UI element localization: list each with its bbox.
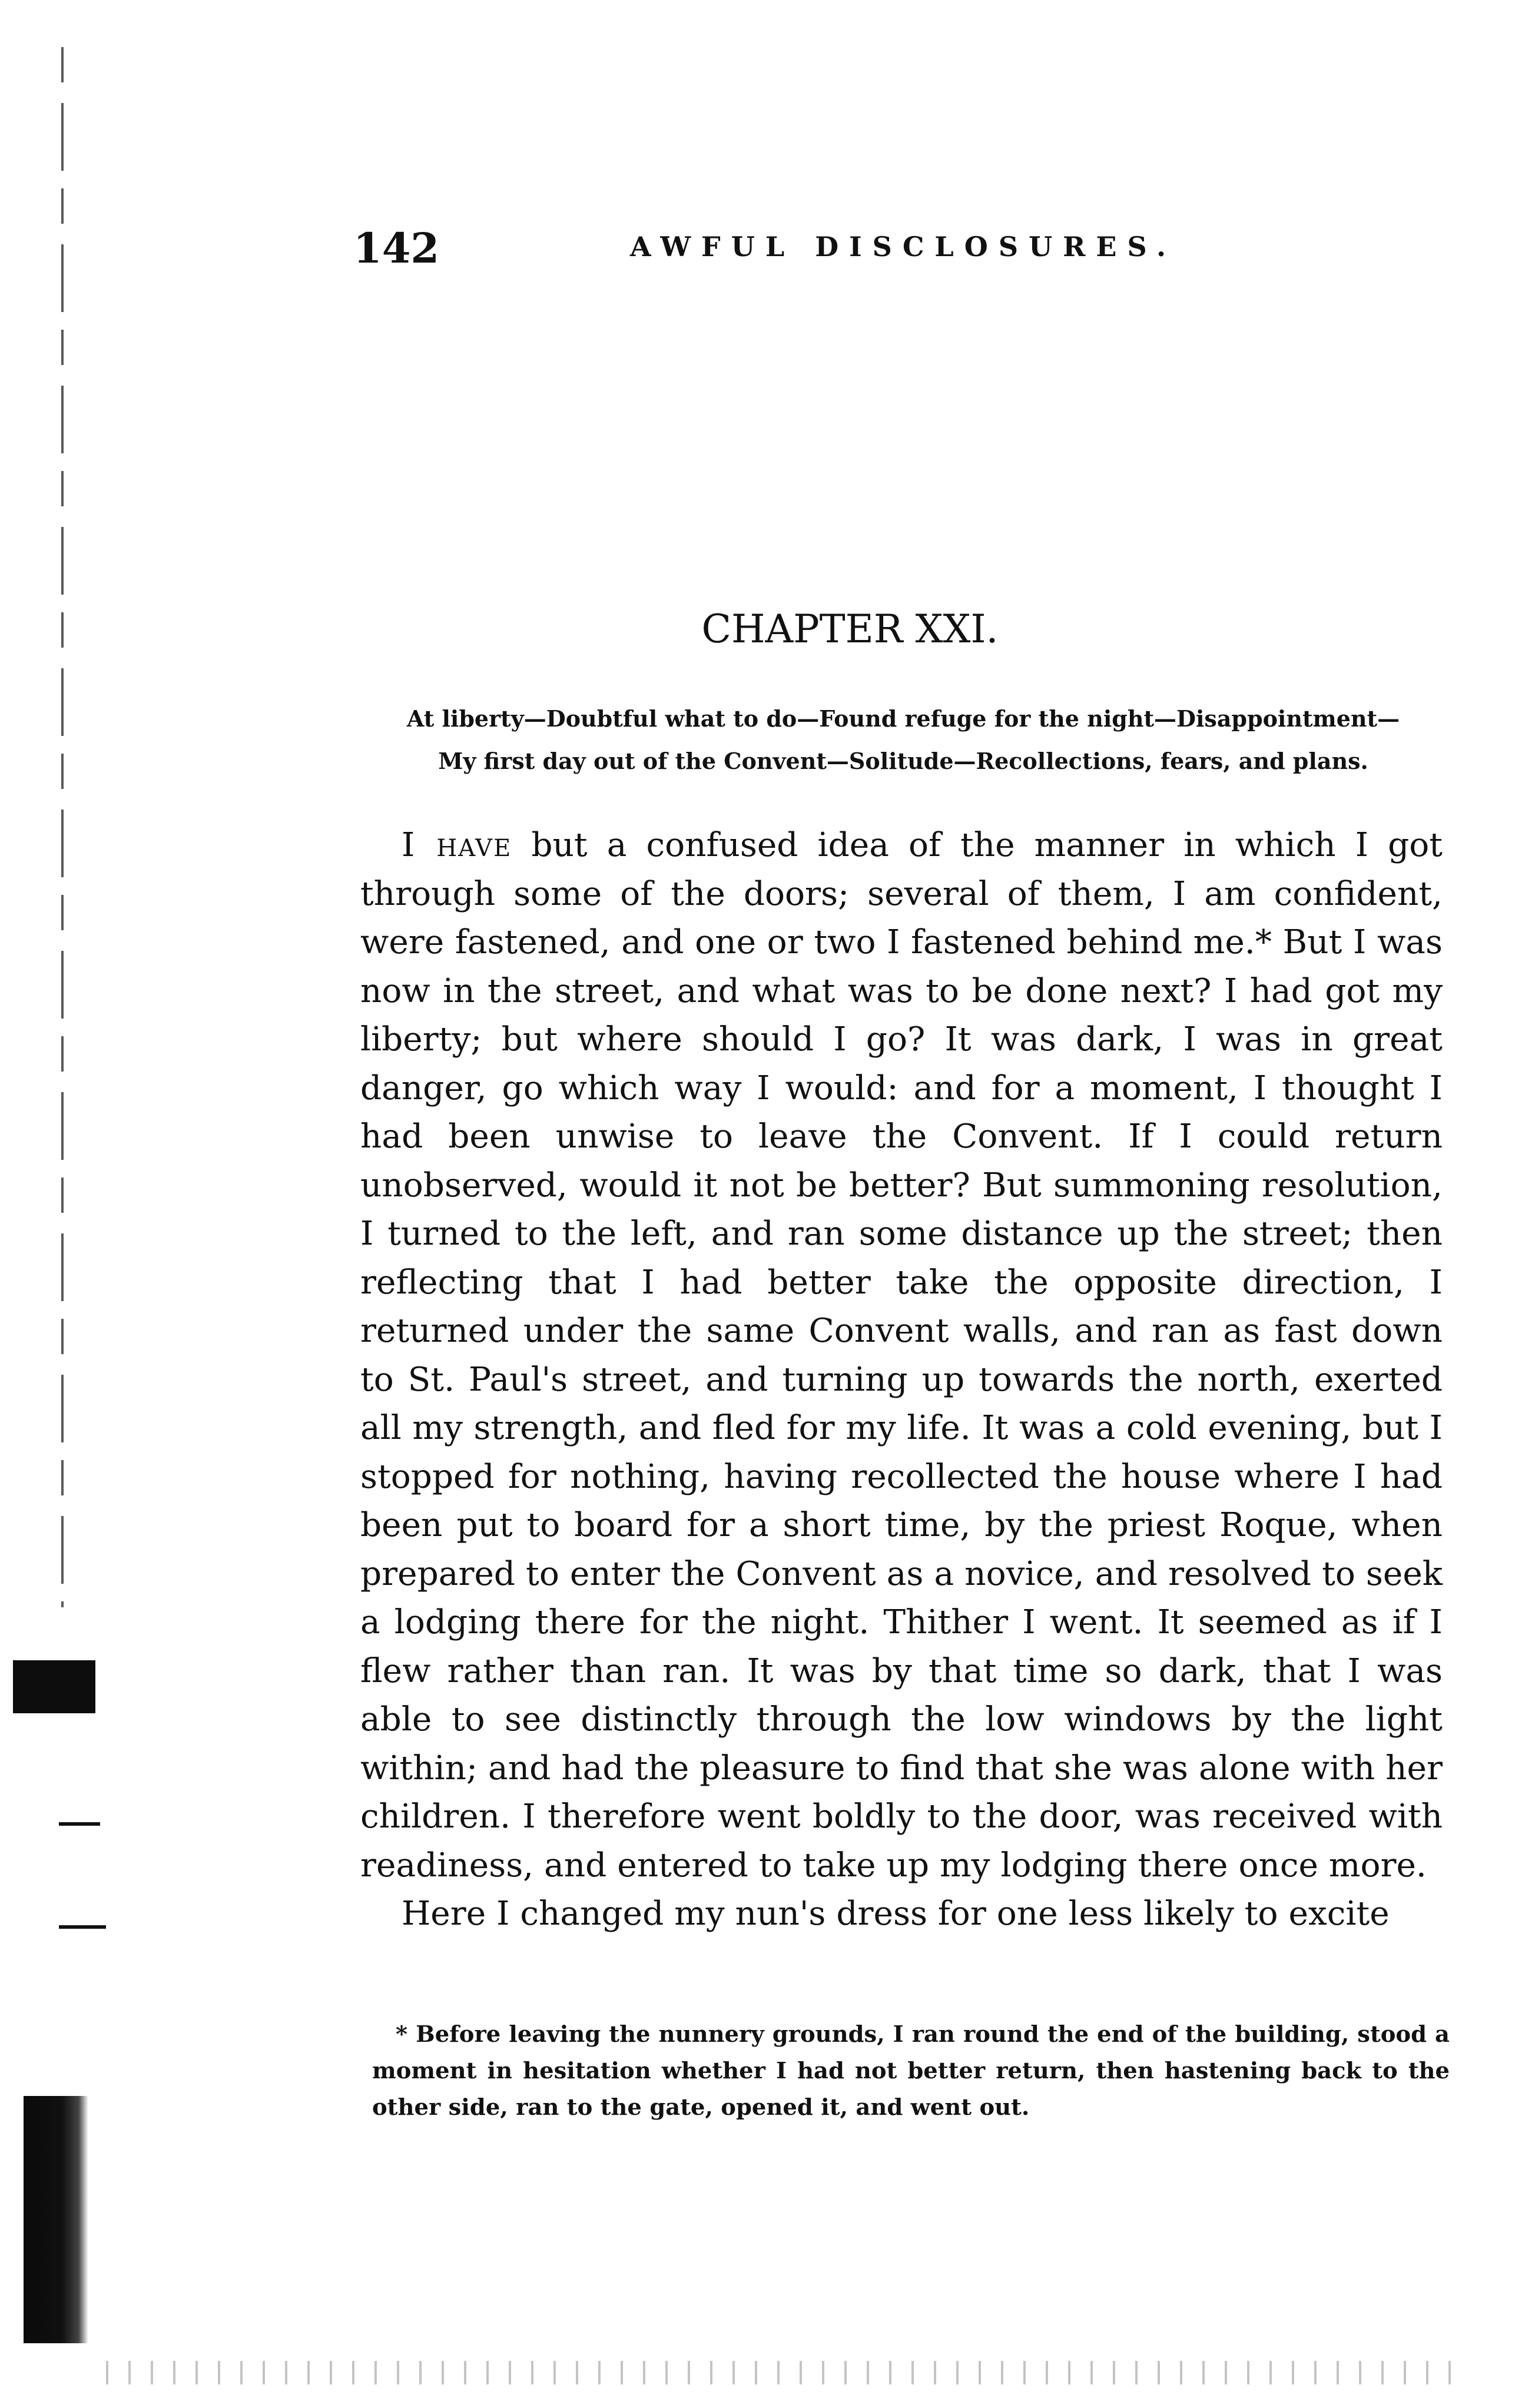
- chapter-summary-line: My first day out of the Convent—Solitude—Recollections, fears, and plans.: [438, 748, 1368, 774]
- paragraph: Here I changed my nun's dress for one less likely to excite: [402, 1895, 1390, 1933]
- paragraph-text: but a confused idea of the manner in which I got through some of the doors; several of them, I am confident, were fastened, and one or two I fastened behind me.* But I was now in the street, and what was to be done next? I had got my liberty; but where should I go? It was dark, I was in great danger, go which way I would: and for a moment, I thought I had been unwise to leave the Convent. If I could return unobserved, would it not be better? But summoning resolution, I turned to the left, and ran some distance up the street; then reflecting that I had better take the opposite direction, I returned under the same Convent walls, and ran as fast down to St. Paul's street, and turning up towards the north, exerted all my strength, and fled for my life. It was a cold evening, but I stopped for nothing, having recollected the house where I had been put to board for a short time, by the priest Roque, when prepared to enter the Convent as a novice, and resolved to seek a lodging there for the night. Thither I went. It seemed as if I flew rather than ran. It was by that time so dark, that I was able to see distinctly through the low windows by the light within; and had the pleasure to find that she was alone with her children. I therefore went boldly to the door, was received with readiness, and entered to take up my lodging there once more.: [360, 826, 1443, 1885]
- scan-margin-rule: [61, 47, 64, 1607]
- scan-margin-block: [13, 1660, 95, 1713]
- chapter-summary: [352, 698, 1454, 782]
- opening-small-caps: I have: [402, 826, 512, 864]
- scan-bottom-noise: [106, 2361, 1460, 2384]
- scan-margin-smudge: [24, 2096, 88, 2343]
- page-number: 142: [353, 224, 440, 273]
- scan-margin-line: [59, 1925, 106, 1929]
- chapter-summary-line: At liberty—Doubtful what to do—Found refuge for the night—Disappointment—: [406, 705, 1400, 732]
- footnote: * Before leaving the nunnery grounds, I ran round the end of the building, stood a moment in hesitation whether I had not better return, then hastening back to the other side, ran to the gate, opened it, and went out.: [372, 2021, 1450, 2121]
- running-head: [347, 224, 1183, 277]
- body-text: [360, 821, 1443, 1939]
- chapter-heading: CHAPTER XXI.: [701, 606, 999, 652]
- scan-margin-line: [59, 1822, 100, 1826]
- paragraph: [360, 821, 1443, 1890]
- running-title: AWFUL DISCLOSURES.: [630, 231, 1177, 263]
